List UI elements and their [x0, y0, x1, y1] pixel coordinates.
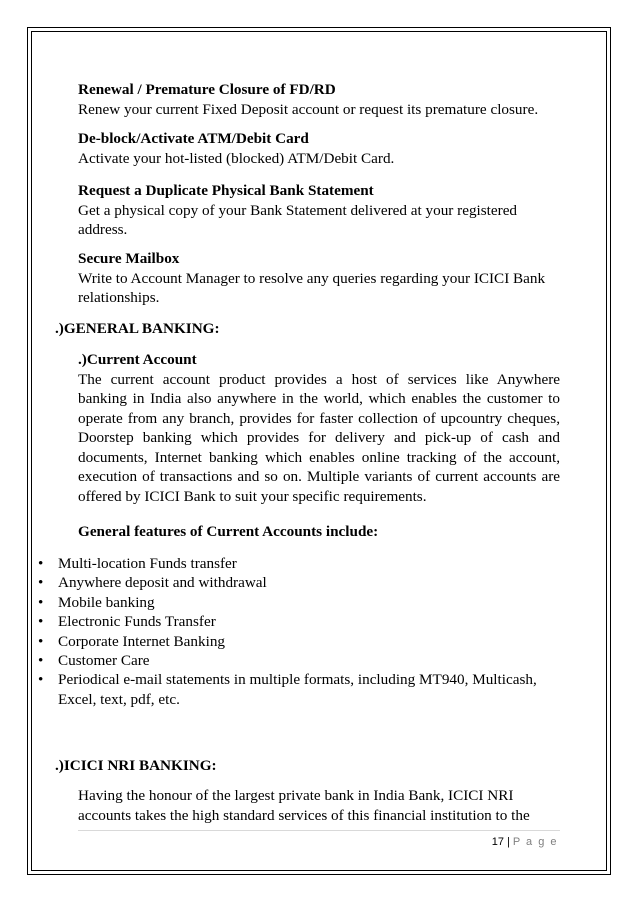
- list-item: • Electronic Funds Transfer: [38, 613, 216, 631]
- service-secure-mailbox: [78, 249, 548, 308]
- bullet-icon: •: [38, 652, 44, 670]
- service-title: Renewal / Premature Closure of FD/RD: [78, 81, 336, 98]
- nri-banking-text: Having the honour of the largest private bank in India Bank, ICICI NRI accounts takes the high standard services of this financial institution to the: [78, 787, 530, 824]
- list-item: • Multi-location Funds transfer: [38, 555, 237, 572]
- bullet-icon: •: [38, 632, 44, 650]
- service-title: De-block/Activate ATM/Debit Card: [78, 130, 309, 147]
- current-account-title: .)Current Account: [78, 351, 197, 368]
- nri-banking-heading: .)ICICI NRI BANKING:: [55, 757, 217, 774]
- service-description: Get a physical copy of your Bank Statement delivered at your registered address.: [78, 201, 518, 238]
- service-description: Renew your current Fixed Deposit account or request its premature closure.: [78, 100, 539, 118]
- service-title: Secure Mailbox: [78, 250, 180, 267]
- features-title: General features of Current Accounts include:: [78, 523, 379, 540]
- current-account-text: The current account product provides a host of services like Anywhere banking in India also anywhere in the world, which enables the customer to operate from any branch, provides for faster collection of upcountry cheques, Doorstep banking which provides for delivery and pick-up of cash and documents, Internet banking which enables online tracking of the account, execution of transactions and so on. Multiple variants of current accounts are offered by ICICI Bank to suit your specific requirements.: [78, 370, 560, 505]
- service-atm-card: [78, 129, 560, 168]
- current-account-section: [78, 350, 560, 506]
- service-description: Activate your hot-listed (blocked) ATM/Debit Card.: [78, 149, 395, 167]
- page-footer: [492, 836, 558, 848]
- footer-divider: [78, 830, 560, 831]
- page-number: 17: [491, 836, 504, 848]
- list-item: • Corporate Internet Banking: [38, 632, 226, 650]
- features-list: [38, 554, 558, 709]
- page-label: P a g e: [512, 836, 558, 848]
- service-duplicate-statement: [78, 181, 528, 240]
- list-item: • Mobile banking: [38, 593, 155, 611]
- bullet-icon: •: [38, 593, 44, 611]
- bullet-icon: •: [38, 671, 44, 689]
- service-fd-rd: [78, 80, 560, 119]
- bullet-icon: •: [38, 555, 44, 572]
- list-item: • Anywhere deposit and withdrawal: [38, 574, 267, 592]
- bullet-icon: •: [38, 613, 44, 631]
- footer-separator: |: [506, 836, 510, 848]
- list-item: • Periodical e-mail statements in multiple formats, including MT940, Multicash, Excel, text, pdf, etc.: [38, 671, 537, 708]
- bullet-icon: •: [38, 574, 44, 592]
- service-title: Request a Duplicate Physical Bank Statement: [78, 182, 374, 199]
- list-item: • Customer Care: [38, 652, 150, 670]
- general-banking-heading: .)GENERAL BANKING:: [55, 320, 220, 337]
- service-description: Write to Account Manager to resolve any queries regarding your ICICI Bank relationships.: [78, 269, 546, 306]
